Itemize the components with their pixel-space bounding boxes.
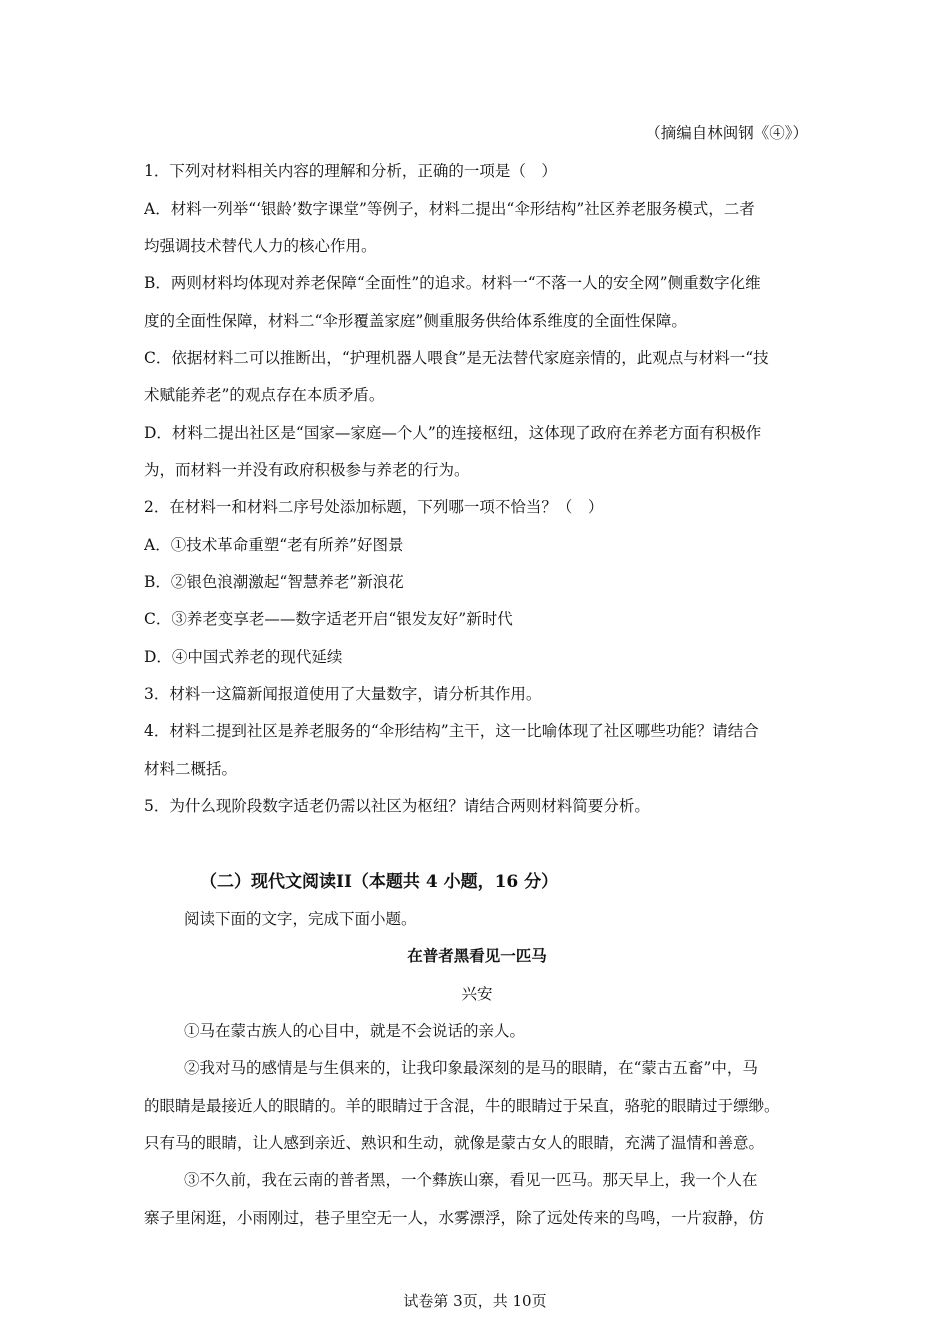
article-paragraph-3: ③不久前，我在云南的普者黑，一个彝族山寨，看见一匹马。那天早上，我一个人在 [184,1171,758,1189]
question-2-option-b: B．②银色浪潮激起“智慧养老”新浪花 [144,573,404,591]
question-1-stem: 1．下列对材料相关内容的理解和分析，正确的一项是（ ） [144,162,557,180]
question-3: 3．材料一这篇新闻报道使用了大量数字，请分析其作用。 [144,685,542,703]
question-1-option-c: C．依据材料二可以推断出，“护理机器人喂食”是无法替代家庭亲情的，此观点与材料一“技 [144,349,769,367]
question-4: 4．材料二提到社区是养老服务的“伞形结构”主干，这一比喻体现了社区哪些功能？请结合 [144,722,759,740]
question-5: 5．为什么现阶段数字适老仍需以社区为枢纽？请结合两则材料简要分析。 [144,797,650,815]
article-paragraph-2-cont: 的眼睛是最接近人的眼睛的。羊的眼睛过于含混，牛的眼睛过于呆直，骆驼的眼睛过于缥缈。 [144,1097,780,1115]
question-2-stem: 2．在材料一和材料二序号处添加标题，下列哪一项不恰当？（ ） [144,498,604,516]
question-1-option-c-cont: 术赋能养老”的观点存在本质矛盾。 [144,386,385,404]
question-1-option-d: D．材料二提出社区是“国家—家庭—个人”的连接枢纽，这体现了政府在养老方面有积极作 [144,424,762,442]
article-paragraph-1: ①马在蒙古族人的心目中，就是不会说话的亲人。 [184,1022,526,1040]
article-paragraph-3-cont: 寨子里闲逛，小雨刚过，巷子里空无一人，水雾漂浮，除了远处传来的鸟鸣，一片寂静，仿 [144,1209,765,1227]
article-author: 兴安 [461,985,493,1003]
reading-instruction: 阅读下面的文字，完成下面小题。 [184,910,417,928]
article-paragraph-2-cont: 只有马的眼睛，让人感到亲近、熟识和生动，就像是蒙古女人的眼睛，充满了温情和善意。 [144,1134,765,1152]
article-paragraph-2: ②我对马的感情是与生俱来的，让我印象最深刻的是马的眼睛，在“蒙古五畜”中，马 [184,1059,758,1077]
question-1-option-b: B．两则材料均体现对养老保障“全面性”的追求。材料一“不落一人的安全网”侧重数字化维 [144,274,761,292]
source-citation: （摘编自林闽钢《④》） [645,124,808,142]
question-1-option-d-cont: 为，而材料一并没有政府积极参与养老的行为。 [144,461,470,479]
question-2-option-a: A．①技术革命重塑“老有所养”好图景 [144,536,404,554]
question-1-option-a: A．材料一列举“‘银龄’数字课堂”等例子，材料二提出“伞形结构”社区养老服务模式，二者 [144,200,755,218]
page-footer: 试卷第 3页，共 10页 [403,1292,547,1310]
question-1-option-b-cont: 度的全面性保障，材料二“伞形覆盖家庭”侧重服务供给体系维度的全面性保障。 [144,312,687,330]
article-title: 在普者黑看见一匹马 [407,946,547,965]
question-2-option-d: D．④中国式养老的现代延续 [144,648,343,666]
question-1-option-a-cont: 均强调技术替代人力的核心作用。 [144,237,377,255]
question-2-option-c: C．③养老变享老——数字适老开启“银发友好”新时代 [144,610,513,628]
question-4-cont: 材料二概括。 [144,760,238,778]
section-heading: （二）现代文阅读II（本题共 4 小题，16 分） [200,872,559,892]
